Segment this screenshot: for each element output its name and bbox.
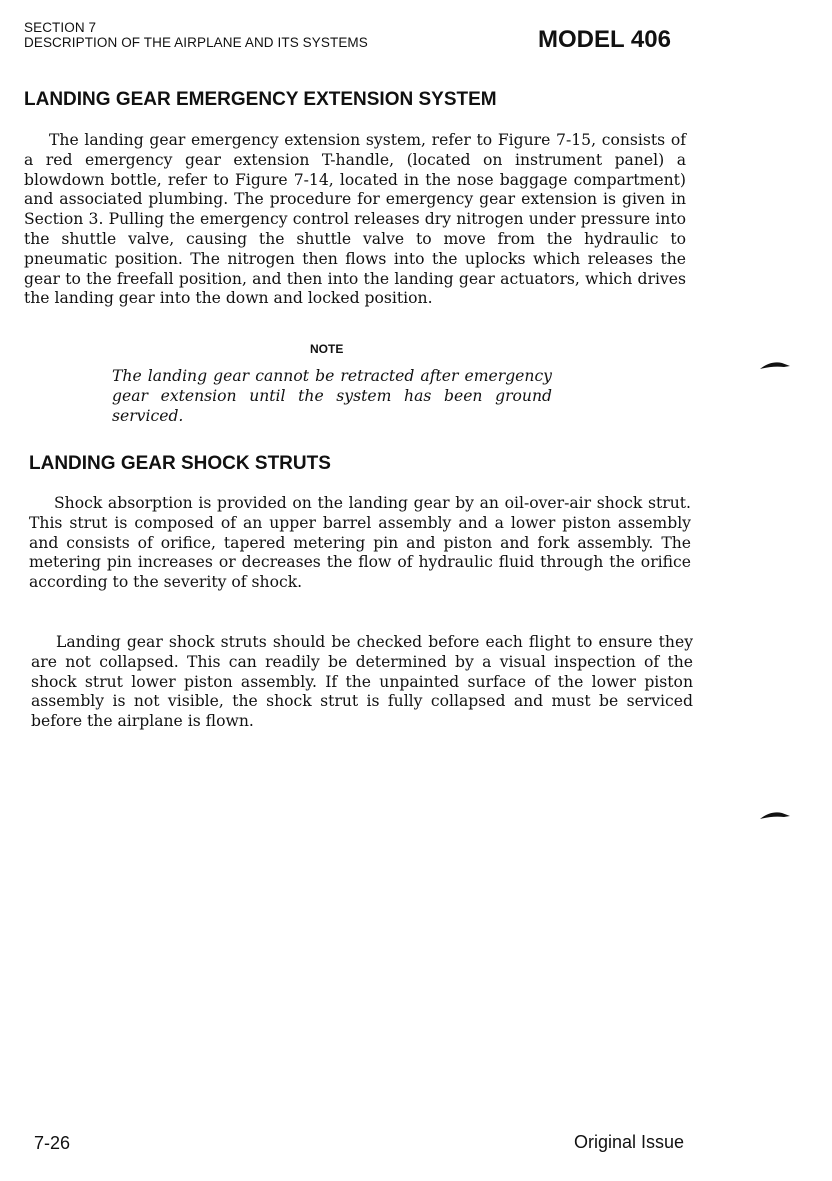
change-bar-mark — [758, 808, 792, 822]
change-bar-mark — [758, 358, 792, 372]
shock-struts-heading: LANDING GEAR SHOCK STRUTS — [29, 453, 331, 474]
section-header — [24, 20, 368, 50]
page-number: 7-26 — [34, 1133, 71, 1153]
model-title: MODEL 406 — [538, 26, 671, 53]
shock-struts-paragraph-2: Landing gear shock struts should be checked before each flight to ensure they are not collapsed. This can readily be determined by a visual inspection of the shock strut lower piston assembly. If the unpainted surface of the lower piston assembly is not visible, the shock strut is fully collapsed and must be serviced before the airplane is flown. — [31, 633, 693, 731]
note-label: NOTE — [310, 342, 344, 356]
emergency-extension-paragraph: The landing gear emergency extension system, refer to Figure 7-15, consists of a red emergency gear extension T-handle, (located on instrument panel) a blowdown bottle, refer to Figure 7-14, located in the nose baggage compartment) and associated plumbing. The procedure for emergency gear extension is given in Section 3. Pulling the emergency control releases dry nitrogen under pressure into the shuttle valve, causing the shuttle valve to move from the hydraulic to pneumatic position. The nitrogen then flows into the uplocks which releases the gear to the freefall position, and then into the landing gear actuators, which drives the landing gear into the down and locked position. — [24, 131, 686, 308]
note-text: The landing gear cannot be retracted after emergency gear extension until the system has been ground serviced. — [112, 367, 552, 425]
section-subtitle: DESCRIPTION OF THE AIRPLANE AND ITS SYSTEMS — [24, 35, 368, 50]
section-number: SECTION 7 — [24, 20, 97, 35]
issue-label: Original Issue — [574, 1132, 685, 1152]
shock-struts-paragraph-1: Shock absorption is provided on the landing gear by an oil-over-air shock strut. This strut is composed of an upper barrel assembly and a lower piston assembly and consists of orifice, tapered metering pin and piston and fork assembly. The metering pin increases or decreases the flow of hydraulic fluid through the orifice according to the severity of shock. — [29, 494, 691, 592]
emergency-extension-heading: LANDING GEAR EMERGENCY EXTENSION SYSTEM — [24, 89, 497, 110]
